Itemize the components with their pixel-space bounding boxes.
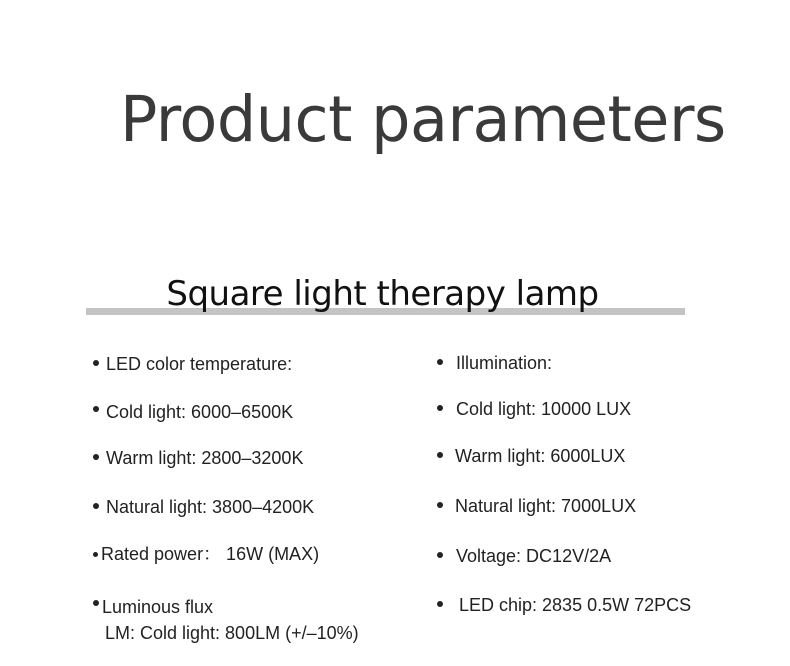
bullet-icon bbox=[437, 601, 443, 607]
spec-item-led-chip bbox=[437, 593, 691, 617]
bullet-icon bbox=[93, 503, 99, 509]
spec-text: LED chip: 2835 0.5W 72PCS bbox=[459, 595, 692, 615]
spec-item-natural-light-temp bbox=[93, 495, 314, 519]
product-name: Square light therapy lamp bbox=[166, 274, 599, 314]
spec-subtext: LM: Cold light: 800LM (+/–10%) bbox=[105, 623, 359, 643]
spec-item-cold-light-lux bbox=[437, 397, 631, 421]
bullet-icon bbox=[93, 406, 99, 412]
spec-item-natural-light-lux bbox=[437, 494, 636, 518]
spec-text: Natural light: 3800–4200K bbox=[106, 497, 315, 517]
spec-item-warm-light-temp bbox=[93, 446, 303, 470]
bullet-icon bbox=[93, 600, 99, 606]
spec-text: Warm light: 2800–3200K bbox=[106, 448, 304, 468]
spec-text: Illumination: bbox=[456, 353, 553, 373]
spec-text: Cold light: 10000 LUX bbox=[456, 399, 632, 419]
spec-item-voltage bbox=[437, 544, 611, 568]
spec-item-color-temperature bbox=[93, 352, 292, 376]
bullet-icon bbox=[437, 405, 443, 411]
page-title: Product parameters bbox=[120, 82, 726, 157]
bullet-icon bbox=[93, 454, 99, 460]
spec-text: Rated power： 16W (MAX) bbox=[101, 544, 320, 564]
bullet-icon bbox=[437, 359, 443, 365]
spec-item-cold-light-temp bbox=[93, 400, 293, 424]
spec-item-rated-power bbox=[93, 542, 319, 566]
bullet-icon bbox=[93, 552, 98, 557]
spec-text-block bbox=[102, 594, 359, 646]
bullet-icon bbox=[93, 360, 99, 366]
bullet-icon bbox=[437, 502, 443, 508]
spec-text: Natural light: 7000LUX bbox=[455, 496, 637, 516]
spec-text: Voltage: DC12V/2A bbox=[456, 546, 612, 566]
spec-text: Cold light: 6000–6500K bbox=[106, 402, 294, 422]
spec-text: LED color temperature: bbox=[106, 354, 293, 374]
spec-item-warm-light-lux bbox=[437, 444, 625, 468]
spec-text: Warm light: 6000LUX bbox=[455, 446, 626, 466]
bullet-icon bbox=[437, 452, 443, 458]
spec-item-illumination bbox=[437, 351, 552, 375]
spec-text: Luminous flux bbox=[102, 597, 214, 617]
spec-item-luminous-flux bbox=[93, 594, 359, 646]
bullet-icon bbox=[437, 552, 443, 558]
